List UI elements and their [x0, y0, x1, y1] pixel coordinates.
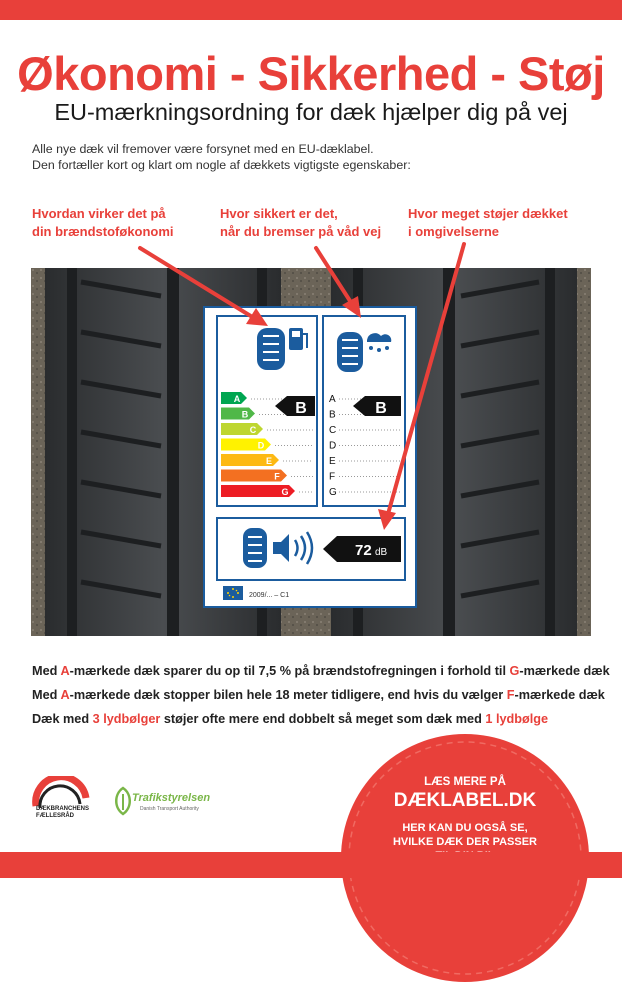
callout-fuel-line-1: Hvordan virker det på	[32, 206, 166, 221]
fuel-class-letter: F	[274, 471, 280, 482]
intro-line-2: Den fortæller kort og klart om nogle af dækkets vigtigste egenskaber:	[32, 158, 411, 172]
noise-unit: dB	[375, 547, 388, 558]
callout-fuel-line-2: din brændstoføkonomi	[32, 224, 174, 239]
page-subtitle: EU-mærkningsordning for dæk hjælper dig på vej	[54, 99, 568, 125]
intro-line-1: Alle nye dæk vil fremover være forsynet med en EU-dæklabel.	[32, 142, 374, 156]
wet-class-letter: B	[329, 409, 336, 421]
fuel-class-bar	[221, 408, 255, 420]
trafikstyrelsen-emblem-icon	[112, 786, 134, 816]
bottom-color-band	[0, 852, 622, 878]
fuel-class-letter: C	[249, 425, 257, 435]
fuel-class-bar	[221, 423, 263, 435]
badge-url[interactable]: DÆKLABEL.DK	[393, 790, 537, 811]
wet-class-letter: A	[329, 394, 336, 405]
fuel-rating-value: B	[295, 400, 307, 417]
fact-text: -mærkede dæk	[519, 664, 610, 678]
callout-wet-line-2: når du bremser på våd vej	[220, 224, 382, 239]
fact-highlight: A	[60, 688, 70, 702]
fact-highlight: 1 lydbølge	[485, 712, 549, 726]
wet-class-letter: E	[329, 456, 336, 467]
fuel-class-letter: G	[281, 487, 289, 497]
fact-text: Dæk med	[32, 712, 93, 726]
fact-text: -mærkede dæk stopper bilen hele 18 meter tidligere, end hvis du vælger	[69, 688, 507, 702]
fact-text: Med	[32, 664, 61, 678]
callout-wet-line-1: Hvor sikkert er det,	[220, 206, 338, 221]
callout-noise	[408, 205, 568, 241]
trafikstyrelsen-subtitle: Danish Transport Authority	[140, 806, 199, 812]
wet-rating-value: B	[375, 400, 387, 417]
fact-text: støjer ofte mere end dobbelt så meget som dæk med	[160, 712, 486, 726]
fact-highlight: A	[60, 664, 70, 678]
wet-class-letter: G	[329, 487, 337, 498]
page-title: Økonomi - Sikkerhed - Støj	[17, 47, 605, 100]
regulation-text: 2009/... – C1	[249, 592, 290, 599]
fact-highlight: 3 lydbølger	[92, 712, 161, 726]
fact-noise	[32, 712, 548, 726]
trafikstyrelsen-logo	[112, 780, 222, 824]
fact-highlight: F	[506, 688, 515, 702]
fuel-class-letter: E	[265, 456, 273, 466]
fact-fuel	[32, 664, 610, 678]
fact-text: Med	[32, 688, 61, 702]
top-color-band	[0, 0, 622, 20]
callout-noise-line-2: i omgivelserne	[408, 224, 500, 239]
wet-class-letter: C	[329, 425, 337, 436]
tyre-wet-grip-icon	[337, 332, 391, 372]
wet-class-letter: F	[329, 471, 336, 483]
fuel-class-letter: B	[241, 409, 249, 420]
fuel-class-letter: A	[233, 394, 241, 404]
badge-line-1: LÆS MERE PÅ	[424, 776, 506, 788]
trafikstyrelsen-name: Trafikstyrelsen	[132, 792, 211, 804]
callout-noise-line-1: Hvor meget støjer dækket	[408, 206, 568, 221]
fact-braking	[32, 688, 605, 702]
brancheraad-name-2: FÆLLESRÅD	[36, 813, 74, 819]
eu-flag-icon	[223, 586, 243, 600]
callout-fuel	[32, 205, 174, 241]
eu-tyre-label	[205, 308, 415, 606]
fuel-pump-icon	[289, 328, 307, 350]
tyre-fuel-icon	[257, 328, 285, 370]
fact-highlight: G	[509, 664, 520, 678]
brancheraad-name-1: DÆKBRANCHENS	[36, 806, 90, 812]
wet-class-letter: D	[329, 440, 337, 452]
noise-value: 72	[355, 542, 372, 559]
badge-line-4: HVILKE DÆK DER PASSER	[392, 836, 538, 848]
callout-wet-grip	[220, 205, 381, 241]
badge-line-3: HER KAN DU OGSÅ SE,	[402, 822, 528, 834]
fact-text: -mærkede dæk sparer du op til 7,5 % på brændstofregningen i forhold til	[69, 664, 510, 678]
fuel-class-letter: D	[257, 440, 265, 451]
tyre-noise-icon	[243, 528, 312, 568]
fact-text: -mærkede dæk	[514, 688, 605, 702]
brancheraad-logo	[28, 776, 94, 826]
